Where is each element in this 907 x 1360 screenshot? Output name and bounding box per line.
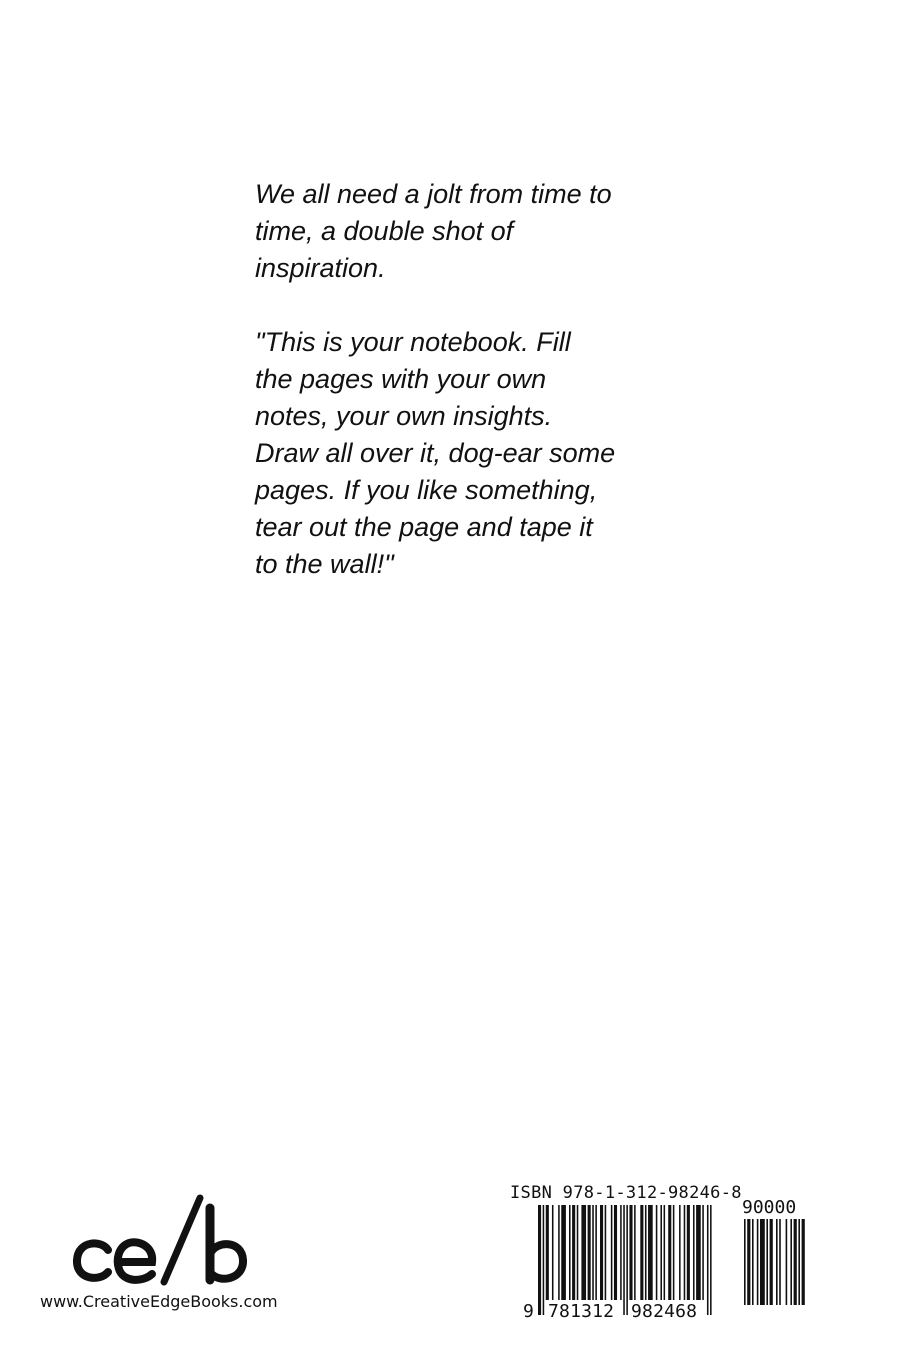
barcode-bar bbox=[546, 1205, 549, 1300]
barcode-bar bbox=[668, 1205, 671, 1300]
barcode-bar bbox=[760, 1219, 765, 1305]
barcode-bar bbox=[543, 1205, 545, 1315]
barcode-bar bbox=[558, 1205, 560, 1300]
blurb-line: Draw all over it, dog-ear some bbox=[255, 438, 616, 468]
barcode-bar bbox=[802, 1219, 805, 1305]
barcode-bar bbox=[572, 1205, 575, 1300]
barcode-bar bbox=[779, 1219, 781, 1305]
blurb-line: time, a double shot of bbox=[255, 216, 514, 246]
barcode-bar bbox=[687, 1205, 690, 1300]
blurb-paragraph-1 bbox=[255, 176, 655, 287]
barcode-bar bbox=[752, 1219, 754, 1305]
barcode-bar bbox=[679, 1205, 681, 1300]
publisher-logo bbox=[66, 1192, 256, 1292]
barcode-bar bbox=[569, 1205, 571, 1300]
barcode-left-digits: 781312 bbox=[548, 1301, 615, 1322]
barcode-bar bbox=[592, 1205, 594, 1300]
barcode-bar bbox=[600, 1205, 603, 1300]
barcode-bar bbox=[786, 1219, 788, 1305]
barcode-bar bbox=[588, 1205, 591, 1300]
blurb-paragraph-2 bbox=[255, 324, 655, 583]
blurb-line: inspiration. bbox=[255, 253, 386, 283]
barcode-bar bbox=[790, 1219, 792, 1305]
blurb-line: "This is your notebook. Fill bbox=[255, 327, 571, 357]
barcode-bar bbox=[629, 1205, 632, 1300]
barcode-bar bbox=[696, 1205, 701, 1300]
barcode-bar bbox=[702, 1205, 704, 1300]
price-code: 90000 bbox=[742, 1197, 797, 1218]
barcode-bar bbox=[634, 1205, 636, 1300]
barcode-bar bbox=[623, 1205, 625, 1315]
barcode-bar bbox=[577, 1205, 579, 1300]
blurb-line: to the wall!" bbox=[255, 549, 394, 579]
barcode-bar bbox=[611, 1205, 613, 1300]
barcode-bar bbox=[664, 1205, 666, 1300]
barcode-bar bbox=[640, 1205, 643, 1300]
barcode-right-digits: 982468 bbox=[631, 1301, 698, 1322]
barcode-bar bbox=[673, 1205, 675, 1300]
isbn-label: ISBN 978-1-312-98246-8 bbox=[510, 1183, 742, 1203]
barcode-bar bbox=[648, 1205, 653, 1300]
barcode-bar bbox=[693, 1205, 695, 1300]
barcode-bar bbox=[656, 1205, 658, 1300]
blurb-line: We all need a jolt from time to bbox=[255, 179, 612, 209]
barcode-bar bbox=[776, 1219, 778, 1305]
blurb-line: pages. If you like something, bbox=[255, 475, 598, 505]
barcode-bar bbox=[581, 1205, 586, 1300]
barcode-bar bbox=[605, 1205, 607, 1300]
barcode-bar bbox=[552, 1205, 554, 1300]
barcode-bar bbox=[538, 1205, 541, 1315]
barcode-bar bbox=[561, 1205, 566, 1300]
barcode-bar bbox=[660, 1205, 662, 1300]
barcode-bar bbox=[620, 1205, 622, 1300]
blurb-line: the pages with your own bbox=[255, 364, 547, 394]
isbn-barcode bbox=[510, 1183, 850, 1333]
publisher-website: www.CreativeEdgeBooks.com bbox=[40, 1292, 278, 1311]
barcode-bar bbox=[757, 1219, 759, 1305]
barcode-bar bbox=[747, 1219, 750, 1305]
barcode-lead-digit: 9 bbox=[523, 1301, 534, 1322]
barcode-bar bbox=[766, 1219, 768, 1305]
blurb-line: notes, your own insights. bbox=[255, 401, 553, 431]
barcode-bar bbox=[744, 1219, 746, 1305]
barcode-bar bbox=[794, 1219, 797, 1305]
barcode-bar bbox=[684, 1205, 686, 1300]
barcode-bar bbox=[645, 1205, 647, 1300]
barcode-bar bbox=[614, 1205, 617, 1300]
blurb-line: tear out the page and tape it bbox=[255, 512, 593, 542]
barcode-bar bbox=[798, 1219, 800, 1305]
barcode-bar bbox=[626, 1205, 628, 1315]
barcode-bar bbox=[595, 1205, 597, 1300]
barcode-bar bbox=[710, 1205, 712, 1315]
barcode-bar bbox=[770, 1219, 773, 1305]
barcode-bar bbox=[707, 1205, 709, 1315]
